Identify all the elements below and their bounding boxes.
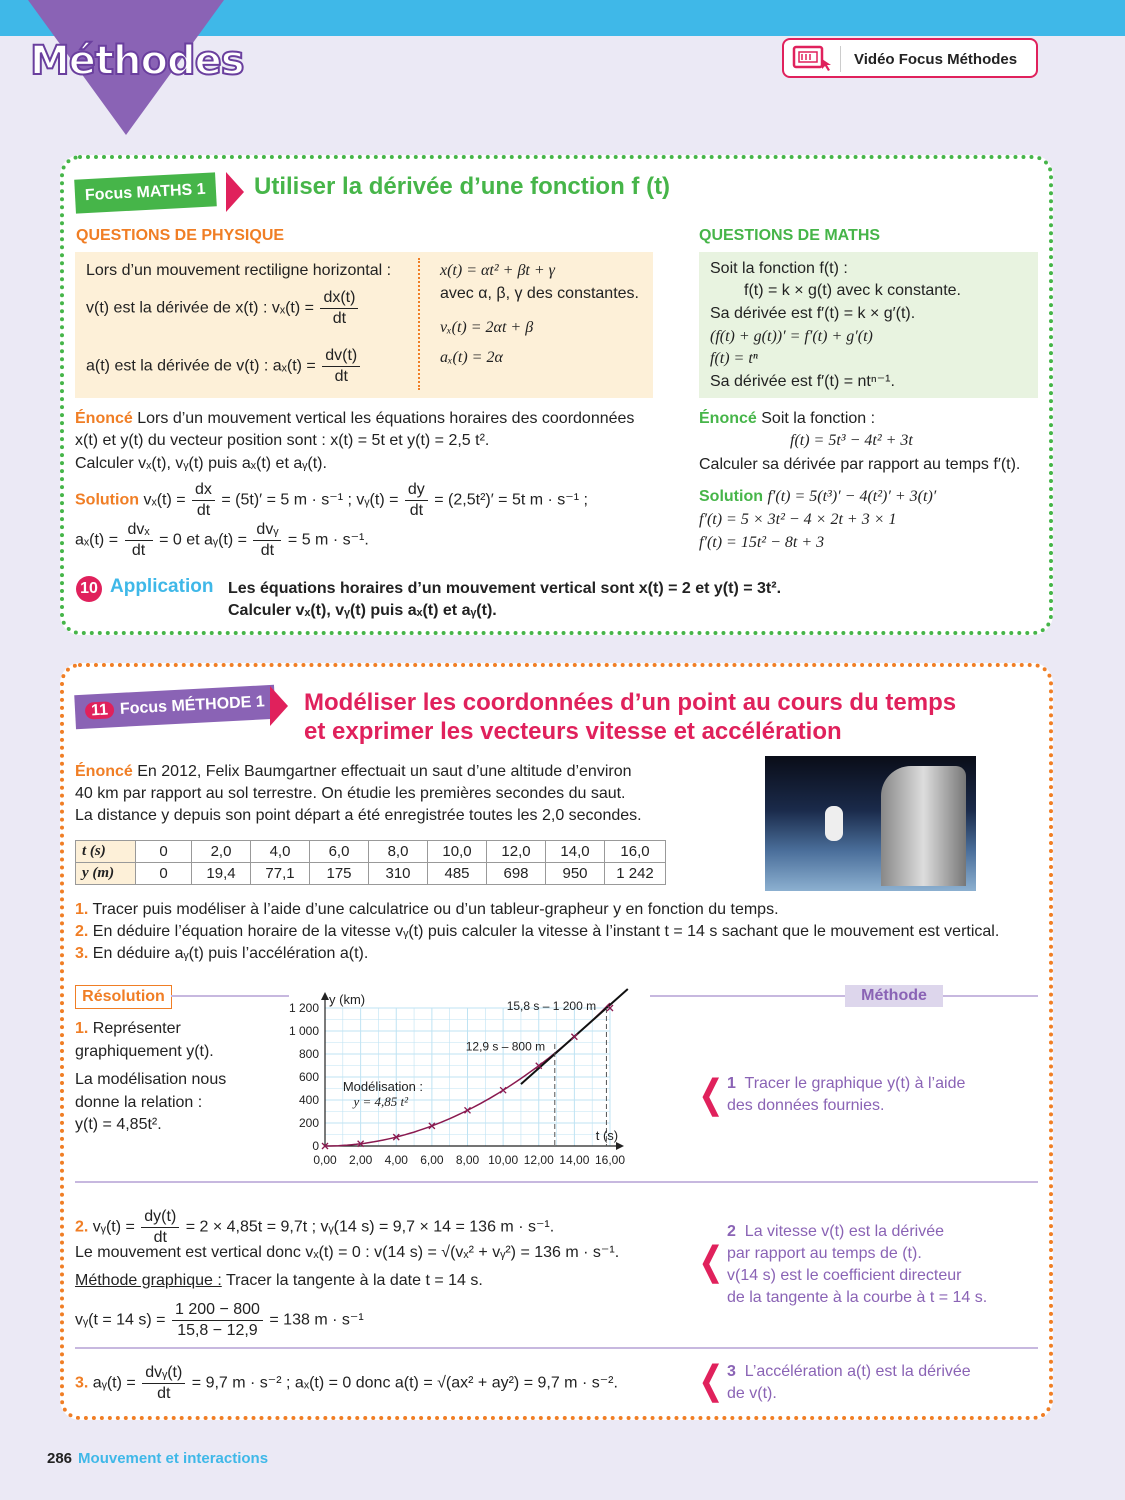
table-cell: 14,0: [546, 841, 605, 863]
q2-text: En déduire l’équation horaire de la vitesse vᵧ(t) puis calculer la vitesse à l’instant t = 14 s sachant que le mouvement est vertical.: [92, 923, 1000, 940]
maths-l2: f(t) = k × g(t) avec k constante.: [744, 282, 961, 299]
sol1-e-num: dvᵧ: [253, 520, 281, 541]
r2-l3-underline: Méthode graphique :: [75, 1272, 222, 1289]
table-header-y: y (m): [76, 863, 136, 885]
enonce2-label: Énoncé: [699, 410, 757, 427]
chart-grid: [325, 1008, 610, 1146]
r2-l3-text: Tracer la tangente à la date t = 14 s.: [225, 1272, 483, 1289]
table-cell: 19,4: [192, 863, 251, 885]
table-cell: 2,0: [192, 841, 251, 863]
enonce2-l1-text: Soit la fonction :: [761, 410, 876, 427]
r2-a-num: dy(t): [141, 1207, 179, 1228]
x-axis-arrow: [616, 1142, 624, 1150]
video-separator: [840, 46, 841, 72]
y-tick-label: 1 200: [288, 1001, 319, 1015]
application-l1: Les équations horaires d’un mouvement vertical sont x(t) = 2 et y(t) = 3t².: [228, 580, 782, 597]
focus-methode-number: 11: [85, 701, 115, 719]
y-vs-t-chart: [270, 984, 650, 1174]
sol1-a-num: dx: [192, 480, 215, 501]
table-cell: 175: [310, 863, 369, 885]
r1-l4: donne la relation :: [75, 1094, 203, 1111]
y-axis-arrow: [321, 992, 329, 1000]
table-row-t: [76, 841, 666, 863]
video-label: Vidéo Focus Méthodes: [854, 51, 1018, 68]
solution2-label: Solution: [699, 488, 763, 505]
r1-l5: y(t) = 4,85t².: [75, 1116, 162, 1133]
solution1-line2: [75, 520, 369, 561]
r1-number: 1.: [75, 1020, 89, 1037]
q1-text: Tracer puis modéliser à l’aide d’une calculatrice ou d’un tableur-grapheur y en fonction du temps.: [92, 901, 779, 918]
sol1-b-num: dy: [405, 480, 428, 501]
page-number: 286: [47, 1450, 73, 1467]
maths-l3: Sa dérivée est f′(t) = k × g′(t).: [710, 305, 916, 322]
focus-methode-title: [304, 688, 956, 746]
y-tick-label: 800: [298, 1047, 319, 1061]
table-cell: 10,0: [428, 841, 487, 863]
divider-2: [75, 1347, 1038, 1349]
m3-l1: [727, 1361, 971, 1383]
enonce1-l3: Calculer vₓ(t), vᵧ(t) puis aₓ(t) et aᵧ(t).: [75, 455, 327, 472]
sol1-c: = (2,5t²)′ = 5t m · s⁻¹ ;: [434, 491, 588, 509]
chart-ylabel: y (km): [329, 992, 366, 1007]
enonce2-l3: Calculer sa dérivée par rapport au temps f′(t).: [699, 456, 1021, 473]
table-cell: 16,0: [605, 841, 666, 863]
sol1-e-den: dt: [260, 542, 275, 559]
baumgartner-photo: [765, 756, 976, 891]
methode-line-right: [943, 995, 1038, 997]
chart-ticks: [289, 1001, 625, 1167]
m2-l4: de la tangente à la courbe à t = 14 s.: [727, 1289, 988, 1306]
x-tick-label: 4,00: [384, 1153, 408, 1167]
r3-line: [75, 1363, 618, 1404]
x-tick-label: 14,00: [559, 1153, 590, 1167]
solution1-label: Solution: [75, 491, 139, 509]
table-cell: 310: [369, 863, 428, 885]
phys-v-num: dx(t): [320, 288, 358, 309]
r1-l3: La modélisation nous: [75, 1071, 227, 1088]
r3-b: = 9,7 m · s⁻² ; aₓ(t) = 0 donc a(t) = √(ax² + ay²) = 9,7 m · s⁻².: [191, 1374, 618, 1392]
maths-l6: Sa dérivée est f′(t) = ntⁿ⁻¹.: [710, 373, 895, 390]
sol2-l1-text: f′(t) = 5(t³)′ − 4(t²)′ + 3(t)′: [767, 488, 937, 505]
x-tick-label: 2,00: [348, 1153, 373, 1167]
methode-1: [727, 1073, 965, 1117]
solution2-l3: f′(t) = 15t² − 8t + 3: [699, 534, 825, 551]
application-text: [228, 578, 781, 622]
maths-heading: QUESTIONS DE MATHS: [699, 227, 881, 244]
x-tick-label: 6,00: [420, 1153, 444, 1167]
sol1-e: = 0 et aᵧ(t) =: [159, 531, 247, 549]
q3-text: En déduire aᵧ(t) puis l’accélération a(t).: [92, 945, 369, 962]
methode-2: [727, 1221, 987, 1309]
q2-number: 2.: [75, 923, 89, 940]
chart-tangent-label-1: 12,9 s – 800 m: [465, 1039, 546, 1054]
table-cell: 485: [428, 863, 487, 885]
sol1-b: = (5t)′ = 5 m · s⁻¹ ; vᵧ(t) =: [221, 491, 399, 509]
m2-l1: [727, 1221, 987, 1243]
x-tick-label: 12,00: [523, 1153, 554, 1167]
m2-l2: par rapport au temps de (t).: [727, 1245, 922, 1262]
m2-l3: v(14 s) est le coefficient directeur: [727, 1267, 962, 1284]
phys-a-definition: [86, 346, 362, 387]
maths-l5: f(t) = tⁿ: [710, 350, 758, 367]
application-title: Application: [110, 576, 214, 597]
sol1-b-den: dt: [409, 502, 424, 519]
r2-d: = 138 m · s⁻¹: [269, 1311, 364, 1329]
focus-methode-title-l2: et exprimer les vecteurs vitesse et accélération: [304, 718, 842, 745]
r3-a-fraction: [142, 1363, 185, 1404]
y-tick-label: 600: [298, 1070, 319, 1084]
physique-separator: [418, 258, 420, 390]
focus-methode-tag-arrow: [270, 686, 288, 726]
enonce1-l1-text: Lors d’un mouvement vertical les équations horaires des coordonnées: [137, 410, 635, 427]
r1-l1: [75, 1019, 181, 1039]
r2-a-fraction: [141, 1207, 179, 1248]
y-tick-label: 200: [298, 1116, 319, 1130]
sol1-a-den: dt: [196, 502, 211, 519]
sol1-d: aₓ(t) =: [75, 531, 119, 549]
q1-number: 1.: [75, 901, 89, 918]
application-l2: Calculer vₓ(t), vᵧ(t) puis aₓ(t) et aᵧ(t).: [228, 602, 497, 619]
sol1-d-num: dvₓ: [125, 520, 153, 541]
phys-v-definition: [86, 288, 360, 329]
focus-methode-tag-label: Focus MÉTHODE 1: [119, 693, 266, 718]
maths-l1: Soit la fonction f(t) :: [710, 260, 848, 277]
m2-l1-text: La vitesse v(t) est la dérivée: [744, 1223, 944, 1240]
enonce1-label: Énoncé: [75, 410, 133, 427]
enonce3-l1-text: En 2012, Felix Baumgartner effectuait un saut d’une altitude d’environ: [137, 763, 632, 780]
sol1-b-fraction: [405, 480, 428, 521]
phys-r4: aₓ(t) = 2α: [440, 349, 503, 366]
enonce3-l2: 40 km par rapport au sol terrestre. On étudie les premières secondes du saut.: [75, 785, 626, 802]
photo-jumper: [825, 806, 843, 841]
solution2-l2: f′(t) = 5 × 3t² − 4 × 2t + 3 × 1: [699, 511, 897, 528]
phys-v-den: dt: [332, 310, 347, 327]
phys-a-num: dv(t): [322, 346, 360, 367]
phys-r3: vₓ(t) = 2αt + β: [440, 319, 534, 336]
r2-c-fraction: [172, 1300, 263, 1341]
sol1-d-den: dt: [131, 542, 146, 559]
r2-c-num: 1 200 − 800: [172, 1300, 263, 1321]
phys-line1: Lors d’un mouvement rectiligne horizontal :: [86, 262, 392, 279]
table-cell: 1 242: [605, 863, 666, 885]
r2-l2: Le mouvement est vertical donc vₓ(t) = 0 : v(14 s) = √(vₓ² + vᵧ²) = 136 m · s⁻¹.: [75, 1244, 620, 1261]
r2-l3: [75, 1271, 483, 1291]
r2-b: = 2 × 4,85t = 9,7t ; vᵧ(14 s) = 9,7 × 14 = 136 m · s⁻¹.: [185, 1218, 555, 1236]
sol1-d-fraction: [125, 520, 153, 561]
enonce2-l1: [699, 409, 875, 429]
r1-l1-text: Représenter: [92, 1020, 181, 1037]
phys-r2: avec α, β, γ des constantes.: [440, 285, 639, 302]
m2-number: 2: [727, 1223, 736, 1240]
y-tick-label: 400: [298, 1093, 319, 1107]
sol1-f: = 5 m · s⁻¹.: [287, 531, 369, 549]
focus-methode-title-l1: Modéliser les coordonnées d’un point au cours du temps: [304, 689, 957, 716]
table-cell: 12,0: [487, 841, 546, 863]
focus-maths-tag-label: Focus MATHS 1: [84, 180, 206, 205]
resolution-label: Résolution: [75, 985, 172, 1009]
table-row-y: [76, 863, 666, 885]
m1-l1: [727, 1073, 965, 1095]
phys-v-prefix: v(t) est la dérivée de x(t) : vₓ(t) =: [86, 299, 314, 317]
question-1: [75, 900, 779, 920]
page-title: Méthodes: [30, 38, 244, 84]
chart-model-label-1: Modélisation :: [342, 1078, 424, 1094]
enonce2-l2: f(t) = 5t³ − 4t² + 3t: [790, 432, 913, 449]
enonce1-l1: [75, 409, 634, 429]
methode-label: Méthode: [845, 985, 943, 1007]
phys-v-fraction: [320, 288, 358, 329]
chart-xlabel: t (s): [595, 1128, 619, 1143]
video-focus-button[interactable]: [782, 38, 1038, 78]
maths-l4: (f(t) + g(t))′ = f′(t) + g′(t): [710, 328, 873, 345]
chevron-left-icon: ❬: [695, 1241, 727, 1283]
r2-a: vᵧ(t) =: [92, 1218, 135, 1236]
chevron-left-icon: ❬: [695, 1360, 727, 1402]
m3-l1-text: L’accélération a(t) est la dérivée: [744, 1363, 971, 1380]
sol1-e-fraction: [253, 520, 281, 561]
r3-a-num: dvᵧ(t): [142, 1363, 185, 1384]
chart-model-label-2: y = 4,85 t²: [353, 1093, 409, 1109]
question-3: [75, 944, 368, 964]
photo-capsule: [881, 766, 966, 886]
m1-number: 1: [727, 1075, 736, 1092]
table-cell: 77,1: [251, 863, 310, 885]
methode-3: [727, 1361, 971, 1405]
r2-a-den: dt: [153, 1229, 167, 1246]
focus-maths-tag-arrow: [226, 172, 244, 212]
r2-c: vᵧ(t = 14 s) =: [75, 1311, 166, 1329]
chart-tangent-label-2: 15,8 s – 1 200 m: [506, 999, 597, 1013]
enonce3-l3: La distance y depuis son point départ a été enregistrée toutes les 2,0 secondes.: [75, 807, 642, 824]
enonce1-l2: x(t) et y(t) du vecteur position sont : x(t) = 5t et y(t) = 2,5 t².: [75, 432, 490, 449]
solution1-line1: [75, 480, 588, 521]
x-tick-label: 0,00: [313, 1153, 337, 1167]
r3-number: 3.: [75, 1374, 89, 1392]
r2-number: 2.: [75, 1218, 89, 1236]
x-tick-label: 8,00: [455, 1153, 480, 1167]
table-cell: 0: [136, 841, 192, 863]
y-tick-label: 0: [312, 1139, 319, 1153]
chapter-name: Mouvement et interactions: [78, 1450, 269, 1467]
enonce3-label: Énoncé: [75, 763, 133, 780]
physique-heading: QUESTIONS DE PHYSIQUE: [76, 227, 285, 244]
page-footer: [47, 1450, 268, 1467]
table-cell: 0: [136, 863, 192, 885]
x-tick-label: 10,00: [488, 1153, 519, 1167]
application-number: 10: [76, 576, 102, 602]
x-tick-label: 16,00: [594, 1153, 626, 1167]
table-cell: 8,0: [369, 841, 428, 863]
m3-l2: de v(t).: [727, 1385, 777, 1402]
table-cell: 950: [546, 863, 605, 885]
r3-a: aᵧ(t) =: [92, 1374, 136, 1392]
q3-number: 3.: [75, 945, 89, 962]
chevron-left-icon: ❬: [695, 1074, 727, 1116]
table-cell: 4,0: [251, 841, 310, 863]
r2-c-den: 15,8 − 12,9: [177, 1322, 258, 1339]
data-table: [75, 840, 666, 885]
r3-a-den: dt: [157, 1385, 171, 1402]
table-cell: 698: [487, 863, 546, 885]
sol1-a: vₓ(t) =: [143, 491, 186, 509]
m1-l1-text: Tracer le graphique y(t) à l’aide: [744, 1075, 966, 1092]
video-screen-icon: [792, 45, 834, 73]
phys-a-prefix: a(t) est la dérivée de v(t) : aₓ(t) =: [86, 357, 316, 375]
m1-l2: des données fournies.: [727, 1097, 885, 1114]
table-header-t: t (s): [76, 841, 136, 863]
y-tick-label: 1 000: [288, 1024, 319, 1038]
sol1-a-fraction: [192, 480, 215, 521]
r2-line1: [75, 1207, 554, 1248]
solution2-l1: [699, 487, 936, 507]
divider-1: [75, 1181, 1038, 1183]
m3-number: 3: [727, 1363, 736, 1380]
table-cell: 6,0: [310, 841, 369, 863]
phys-a-den: dt: [334, 368, 348, 385]
phys-a-fraction: [322, 346, 360, 387]
chart-axes: [321, 992, 624, 1150]
question-2: [75, 922, 999, 942]
enonce3-l1: [75, 762, 632, 782]
r2-line4: [75, 1300, 364, 1341]
focus-maths-title: Utiliser la dérivée d’une fonction f (t): [254, 173, 671, 200]
phys-r1: x(t) = αt² + βt + γ: [440, 262, 555, 279]
methode-line-left: [650, 995, 845, 997]
r1-l2: graphiquement y(t).: [75, 1043, 214, 1060]
